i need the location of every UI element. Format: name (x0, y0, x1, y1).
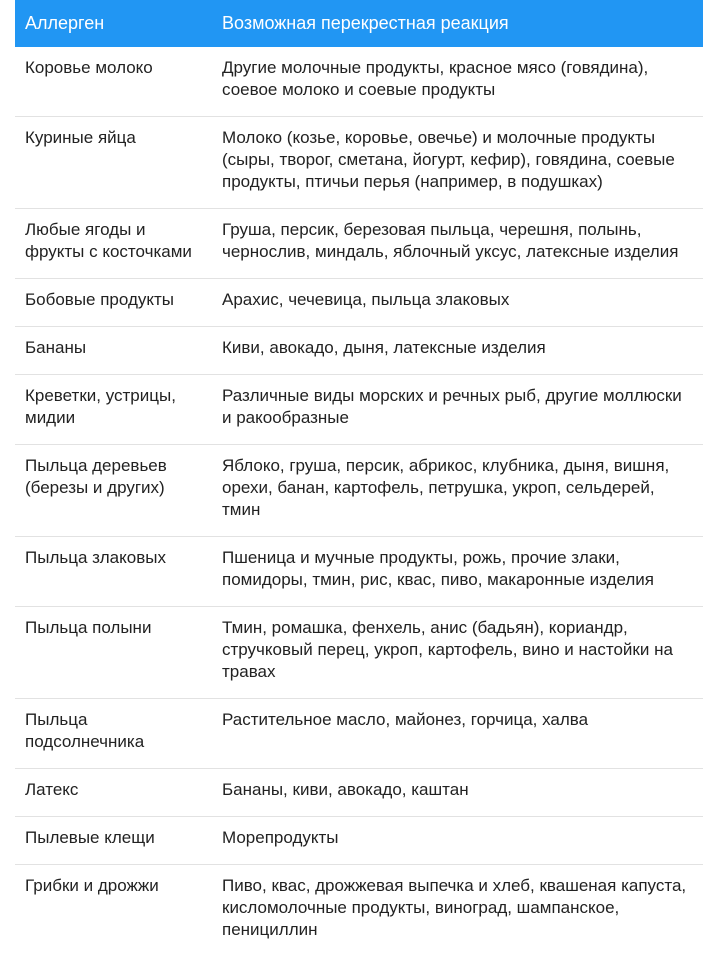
reaction-cell: Пиво, квас, дрожжевая выпечка и хлеб, квашеная капуста, кисломолочные продукты, виноград, шампанское, пенициллин (212, 865, 703, 956)
table-row (15, 47, 703, 117)
allergen-table (15, 0, 703, 956)
allergen-cell: Коровье молоко (15, 47, 212, 117)
allergen-cell: Пылевые клещи (15, 817, 212, 865)
allergen-cell: Бобовые продукты (15, 279, 212, 327)
reaction-cell: Киви, авокадо, дыня, латексные изделия (212, 327, 703, 375)
reaction-cell: Яблоко, груша, персик, абрикос, клубника, дыня, вишня, орехи, банан, картофель, петрушка, укроп, сельдерей, тмин (212, 445, 703, 537)
reaction-cell: Арахис, чечевица, пыльца злаковых (212, 279, 703, 327)
allergen-cell: Пыльца полыни (15, 607, 212, 699)
table-body (15, 47, 703, 956)
table-row (15, 445, 703, 537)
reaction-cell: Другие молочные продукты, красное мясо (говядина), соевое молоко и соевые продукты (212, 47, 703, 117)
table-row (15, 117, 703, 209)
table-row (15, 865, 703, 956)
table-row (15, 699, 703, 769)
allergen-cell: Латекс (15, 769, 212, 817)
header-row (15, 0, 703, 47)
table-row (15, 279, 703, 327)
allergen-cell: Любые ягоды и фрукты с косточками (15, 209, 212, 279)
table-row (15, 375, 703, 445)
allergen-cell: Креветки, устрицы, мидии (15, 375, 212, 445)
table-row (15, 607, 703, 699)
table-row (15, 327, 703, 375)
table-row (15, 817, 703, 865)
reaction-cell: Морепродукты (212, 817, 703, 865)
header-allergen: Аллерген (15, 0, 212, 47)
allergen-cell: Пыльца подсолнечника (15, 699, 212, 769)
reaction-cell: Молоко (козье, коровье, овечье) и молочные продукты (сыры, творог, сметана, йогурт, кефир), говядина, соевые продукты, птичьи перья (например, в подушках) (212, 117, 703, 209)
allergen-cell: Пыльца злаковых (15, 537, 212, 607)
reaction-cell: Растительное масло, майонез, горчица, халва (212, 699, 703, 769)
table-row (15, 537, 703, 607)
allergen-cell: Грибки и дрожжи (15, 865, 212, 956)
reaction-cell: Различные виды морских и речных рыб, другие моллюски и ракообразные (212, 375, 703, 445)
allergen-cell: Бананы (15, 327, 212, 375)
reaction-cell: Груша, персик, березовая пыльца, черешня, полынь, чернослив, миндаль, яблочный уксус, латексные изделия (212, 209, 703, 279)
table-header (15, 0, 703, 47)
table-row (15, 209, 703, 279)
reaction-cell: Тмин, ромашка, фенхель, анис (бадьян), кориандр, стручковый перец, укроп, картофель, вино и настойки на травах (212, 607, 703, 699)
header-reaction: Возможная перекрестная реакция (212, 0, 703, 47)
reaction-cell: Бананы, киви, авокадо, каштан (212, 769, 703, 817)
table-row (15, 769, 703, 817)
reaction-cell: Пшеница и мучные продукты, рожь, прочие злаки, помидоры, тмин, рис, квас, пиво, макаронные изделия (212, 537, 703, 607)
allergen-cell: Пыльца деревьев (березы и других) (15, 445, 212, 537)
allergen-cell: Куриные яйца (15, 117, 212, 209)
